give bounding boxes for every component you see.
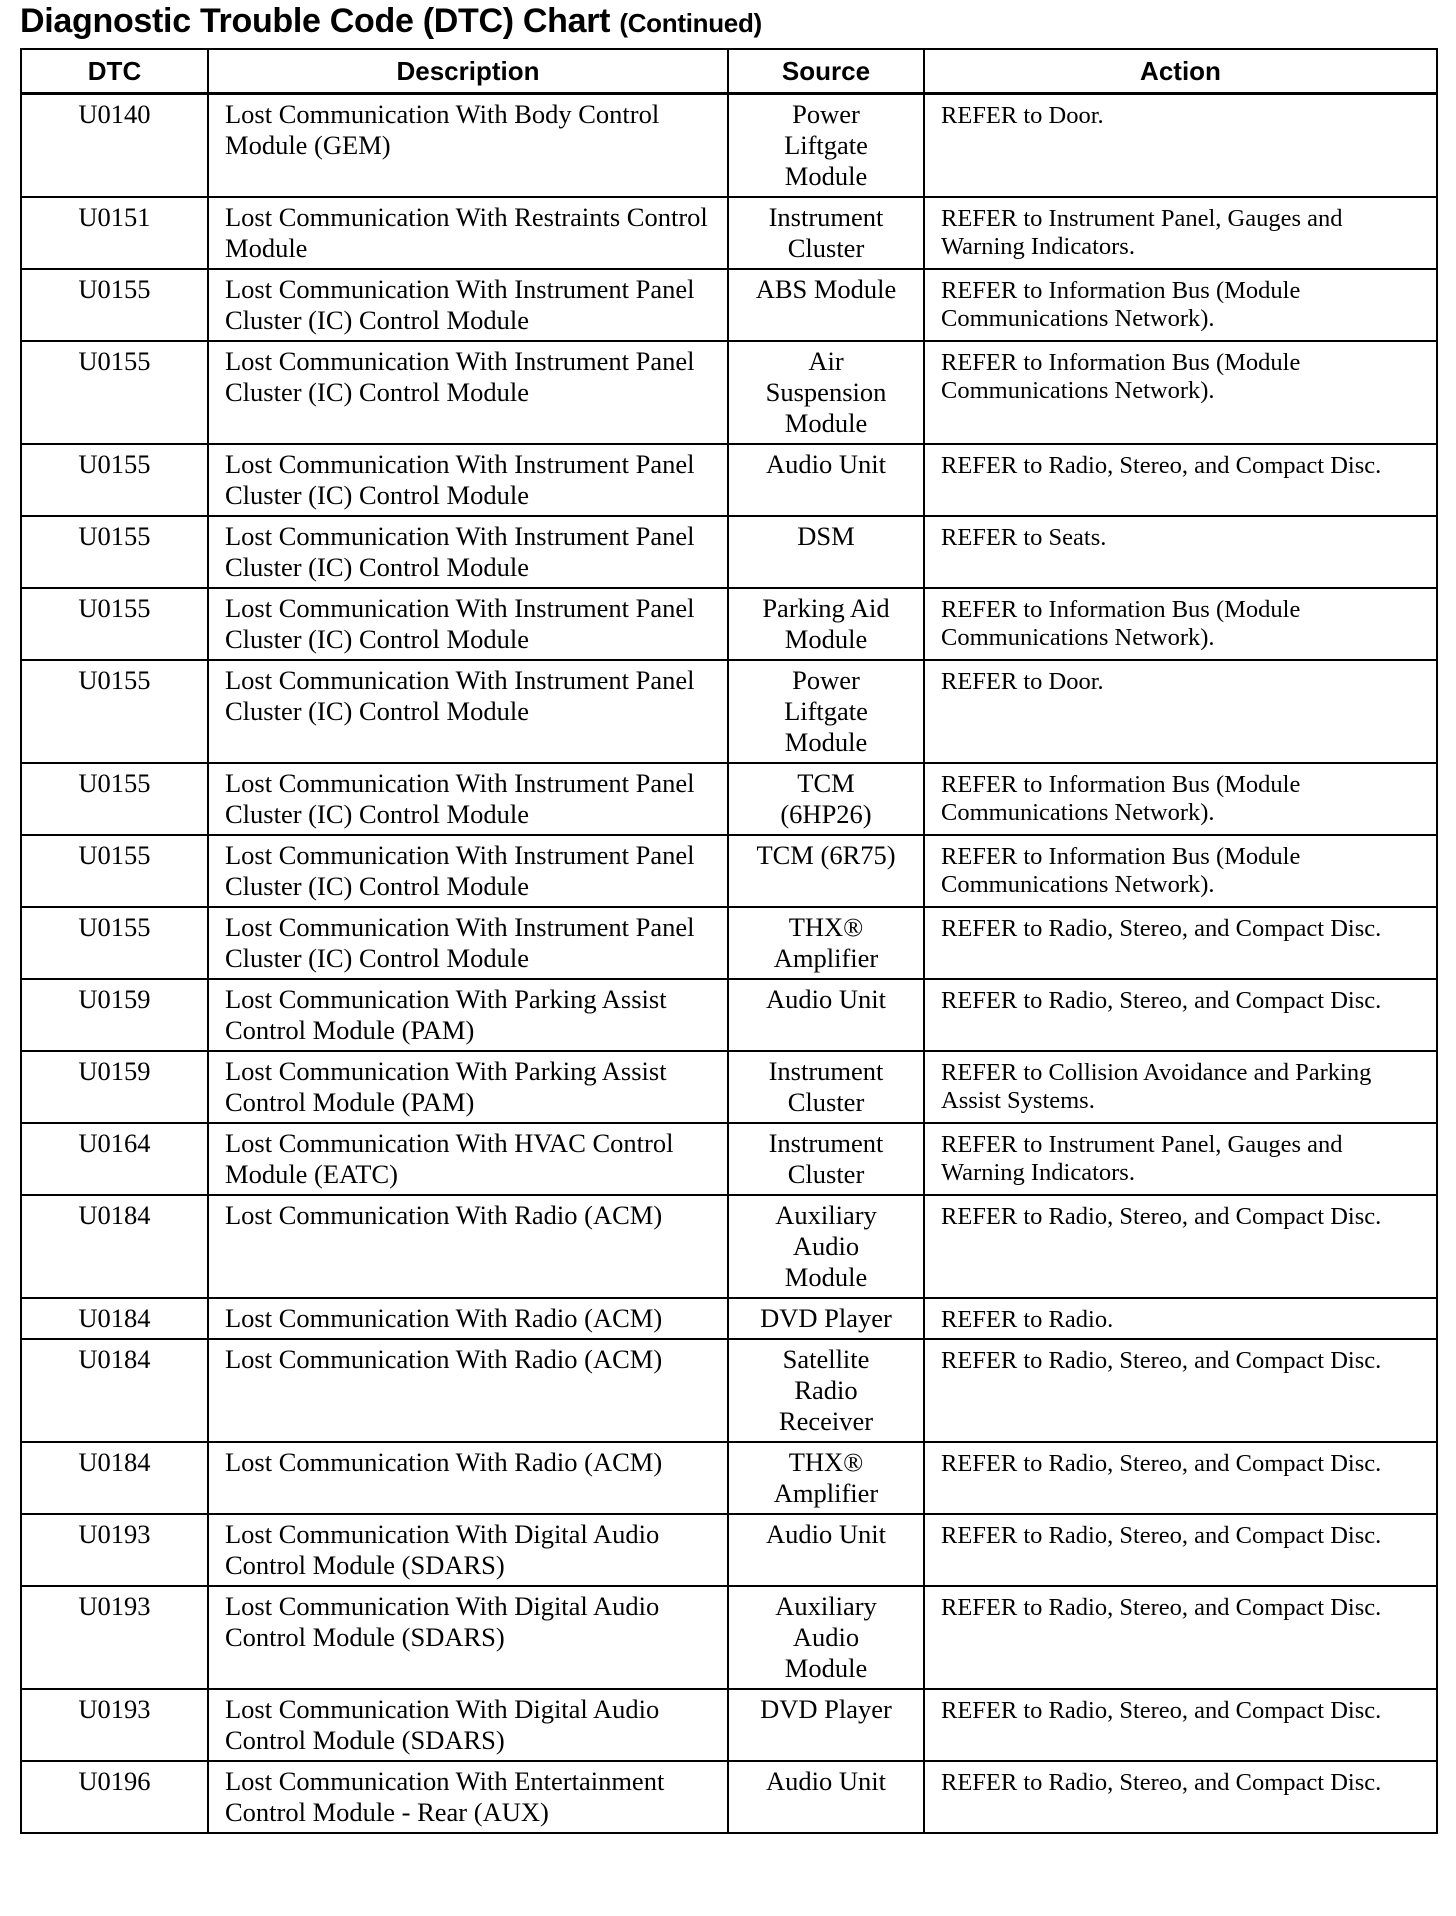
dtc-cell: U0184 bbox=[21, 1339, 208, 1442]
action-cell: REFER to Radio, Stereo, and Compact Disc. bbox=[924, 907, 1437, 979]
dtc-table bbox=[20, 48, 1438, 1834]
dtc-cell: U0159 bbox=[21, 1051, 208, 1123]
page-title bbox=[20, 2, 762, 41]
description-cell: Lost Communication With HVAC Control Module (EATC) bbox=[208, 1123, 728, 1195]
table-row bbox=[21, 1689, 1437, 1761]
source-cell: THX® Amplifier bbox=[728, 907, 924, 979]
dtc-cell: U0193 bbox=[21, 1514, 208, 1586]
description-cell: Lost Communication With Instrument Panel Cluster (IC) Control Module bbox=[208, 588, 728, 660]
description-cell: Lost Communication With Digital Audio Control Module (SDARS) bbox=[208, 1689, 728, 1761]
description-cell: Lost Communication With Parking Assist Control Module (PAM) bbox=[208, 1051, 728, 1123]
table-row bbox=[21, 1298, 1437, 1339]
table-row bbox=[21, 907, 1437, 979]
action-cell: REFER to Door. bbox=[924, 94, 1437, 198]
dtc-cell: U0155 bbox=[21, 763, 208, 835]
table-row bbox=[21, 660, 1437, 763]
description-cell: Lost Communication With Instrument Panel Cluster (IC) Control Module bbox=[208, 341, 728, 444]
dtc-cell: U0196 bbox=[21, 1761, 208, 1833]
table-row bbox=[21, 94, 1437, 198]
action-cell: REFER to Seats. bbox=[924, 516, 1437, 588]
table-row bbox=[21, 1195, 1437, 1298]
source-cell: Instrument Cluster bbox=[728, 197, 924, 269]
table-row bbox=[21, 1123, 1437, 1195]
dtc-cell: U0164 bbox=[21, 1123, 208, 1195]
table-row bbox=[21, 1761, 1437, 1833]
action-cell: REFER to Information Bus (Module Communications Network). bbox=[924, 835, 1437, 907]
dtc-cell: U0155 bbox=[21, 660, 208, 763]
header-action: Action bbox=[924, 49, 1437, 94]
action-cell: REFER to Radio, Stereo, and Compact Disc. bbox=[924, 1586, 1437, 1689]
table-row bbox=[21, 1051, 1437, 1123]
description-cell: Lost Communication With Restraints Control Module bbox=[208, 197, 728, 269]
action-cell: REFER to Radio. bbox=[924, 1298, 1437, 1339]
table-row bbox=[21, 835, 1437, 907]
header-description: Description bbox=[208, 49, 728, 94]
description-cell: Lost Communication With Instrument Panel Cluster (IC) Control Module bbox=[208, 660, 728, 763]
dtc-cell: U0184 bbox=[21, 1195, 208, 1298]
dtc-cell: U0155 bbox=[21, 835, 208, 907]
table-row bbox=[21, 1586, 1437, 1689]
description-cell: Lost Communication With Entertainment Control Module - Rear (AUX) bbox=[208, 1761, 728, 1833]
source-cell: Power Liftgate Module bbox=[728, 660, 924, 763]
source-cell: Audio Unit bbox=[728, 1761, 924, 1833]
action-cell: REFER to Radio, Stereo, and Compact Disc. bbox=[924, 1761, 1437, 1833]
dtc-cell: U0155 bbox=[21, 588, 208, 660]
header-source: Source bbox=[728, 49, 924, 94]
source-cell: DVD Player bbox=[728, 1689, 924, 1761]
action-cell: REFER to Radio, Stereo, and Compact Disc. bbox=[924, 1689, 1437, 1761]
table-body bbox=[21, 94, 1437, 1834]
source-cell: Audio Unit bbox=[728, 1514, 924, 1586]
header-dtc: DTC bbox=[21, 49, 208, 94]
dtc-cell: U0140 bbox=[21, 94, 208, 198]
action-cell: REFER to Radio, Stereo, and Compact Disc. bbox=[924, 444, 1437, 516]
table-row bbox=[21, 269, 1437, 341]
description-cell: Lost Communication With Instrument Panel Cluster (IC) Control Module bbox=[208, 516, 728, 588]
source-cell: Satellite Radio Receiver bbox=[728, 1339, 924, 1442]
action-cell: REFER to Radio, Stereo, and Compact Disc. bbox=[924, 1442, 1437, 1514]
table-row bbox=[21, 763, 1437, 835]
dtc-cell: U0193 bbox=[21, 1586, 208, 1689]
description-cell: Lost Communication With Instrument Panel Cluster (IC) Control Module bbox=[208, 763, 728, 835]
description-cell: Lost Communication With Radio (ACM) bbox=[208, 1339, 728, 1442]
source-cell: Auxiliary Audio Module bbox=[728, 1586, 924, 1689]
dtc-cell: U0155 bbox=[21, 516, 208, 588]
action-cell: REFER to Radio, Stereo, and Compact Disc. bbox=[924, 1339, 1437, 1442]
dtc-cell: U0193 bbox=[21, 1689, 208, 1761]
source-cell: Parking Aid Module bbox=[728, 588, 924, 660]
source-cell: Auxiliary Audio Module bbox=[728, 1195, 924, 1298]
table-row bbox=[21, 516, 1437, 588]
action-cell: REFER to Door. bbox=[924, 660, 1437, 763]
description-cell: Lost Communication With Digital Audio Control Module (SDARS) bbox=[208, 1514, 728, 1586]
description-cell: Lost Communication With Instrument Panel Cluster (IC) Control Module bbox=[208, 835, 728, 907]
dtc-cell: U0155 bbox=[21, 341, 208, 444]
description-cell: Lost Communication With Instrument Panel Cluster (IC) Control Module bbox=[208, 907, 728, 979]
source-cell: Audio Unit bbox=[728, 979, 924, 1051]
source-cell: Audio Unit bbox=[728, 444, 924, 516]
title-main: Diagnostic Trouble Code (DTC) Chart bbox=[20, 2, 611, 40]
dtc-cell: U0159 bbox=[21, 979, 208, 1051]
action-cell: REFER to Instrument Panel, Gauges and Warning Indicators. bbox=[924, 1123, 1437, 1195]
table-row bbox=[21, 197, 1437, 269]
table-row bbox=[21, 444, 1437, 516]
table-row bbox=[21, 979, 1437, 1051]
action-cell: REFER to Information Bus (Module Communications Network). bbox=[924, 763, 1437, 835]
dtc-cell: U0184 bbox=[21, 1298, 208, 1339]
description-cell: Lost Communication With Radio (ACM) bbox=[208, 1195, 728, 1298]
description-cell: Lost Communication With Radio (ACM) bbox=[208, 1442, 728, 1514]
description-cell: Lost Communication With Instrument Panel Cluster (IC) Control Module bbox=[208, 269, 728, 341]
source-cell: TCM (6R75) bbox=[728, 835, 924, 907]
table-row bbox=[21, 1442, 1437, 1514]
description-cell: Lost Communication With Body Control Module (GEM) bbox=[208, 94, 728, 198]
description-cell: Lost Communication With Parking Assist Control Module (PAM) bbox=[208, 979, 728, 1051]
dtc-cell: U0151 bbox=[21, 197, 208, 269]
description-cell: Lost Communication With Radio (ACM) bbox=[208, 1298, 728, 1339]
action-cell: REFER to Instrument Panel, Gauges and Warning Indicators. bbox=[924, 197, 1437, 269]
action-cell: REFER to Radio, Stereo, and Compact Disc. bbox=[924, 979, 1437, 1051]
table-row bbox=[21, 1514, 1437, 1586]
title-suffix: (Continued) bbox=[619, 8, 762, 38]
table-row bbox=[21, 588, 1437, 660]
description-cell: Lost Communication With Instrument Panel Cluster (IC) Control Module bbox=[208, 444, 728, 516]
table-row bbox=[21, 341, 1437, 444]
source-cell: TCM (6HP26) bbox=[728, 763, 924, 835]
source-cell: Power Liftgate Module bbox=[728, 94, 924, 198]
source-cell: Air Suspension Module bbox=[728, 341, 924, 444]
source-cell: DVD Player bbox=[728, 1298, 924, 1339]
description-cell: Lost Communication With Digital Audio Control Module (SDARS) bbox=[208, 1586, 728, 1689]
action-cell: REFER to Radio, Stereo, and Compact Disc. bbox=[924, 1195, 1437, 1298]
action-cell: REFER to Information Bus (Module Communications Network). bbox=[924, 341, 1437, 444]
dtc-cell: U0184 bbox=[21, 1442, 208, 1514]
action-cell: REFER to Collision Avoidance and Parking Assist Systems. bbox=[924, 1051, 1437, 1123]
dtc-cell: U0155 bbox=[21, 269, 208, 341]
dtc-cell: U0155 bbox=[21, 444, 208, 516]
dtc-cell: U0155 bbox=[21, 907, 208, 979]
source-cell: DSM bbox=[728, 516, 924, 588]
source-cell: Instrument Cluster bbox=[728, 1123, 924, 1195]
source-cell: THX® Amplifier bbox=[728, 1442, 924, 1514]
source-cell: ABS Module bbox=[728, 269, 924, 341]
action-cell: REFER to Information Bus (Module Communications Network). bbox=[924, 588, 1437, 660]
table-row bbox=[21, 1339, 1437, 1442]
action-cell: REFER to Information Bus (Module Communications Network). bbox=[924, 269, 1437, 341]
action-cell: REFER to Radio, Stereo, and Compact Disc. bbox=[924, 1514, 1437, 1586]
source-cell: Instrument Cluster bbox=[728, 1051, 924, 1123]
header-row bbox=[21, 49, 1437, 94]
